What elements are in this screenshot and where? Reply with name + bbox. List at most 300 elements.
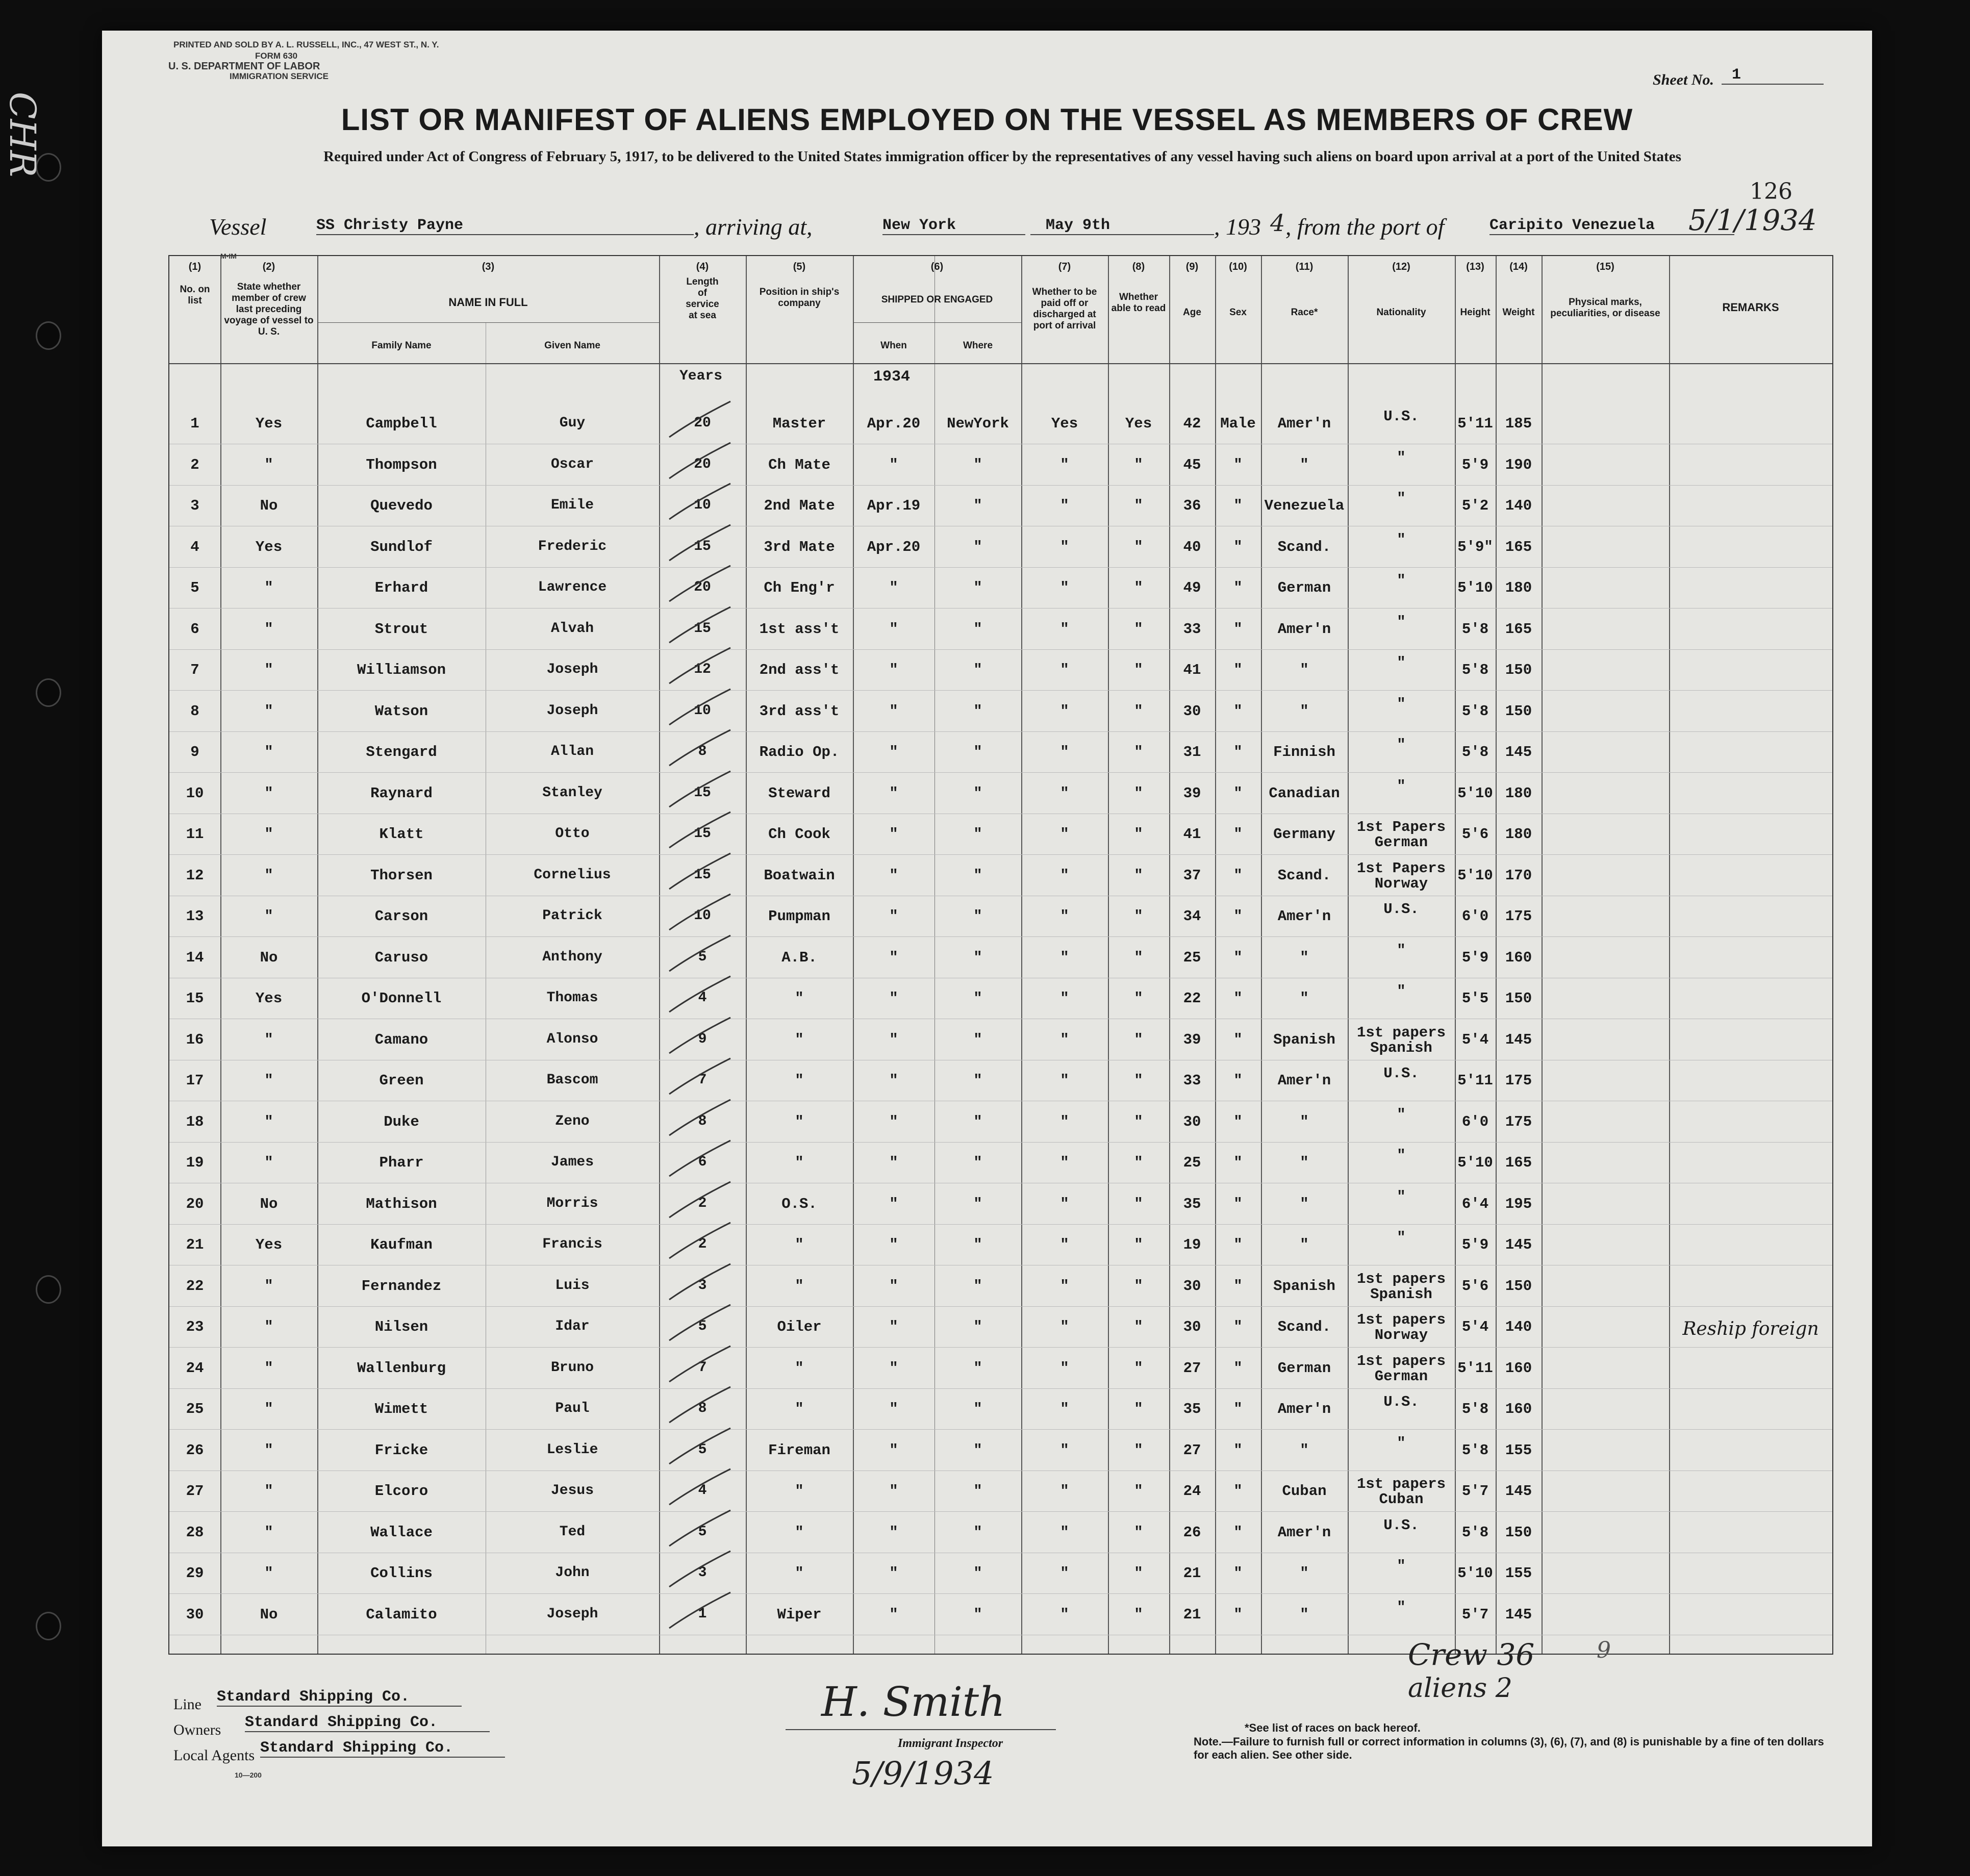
weight-cell: 180 (1505, 579, 1532, 596)
age-cell: 45 (1183, 456, 1201, 473)
family-name-cell: Green (379, 1072, 424, 1089)
tick-mark (659, 687, 741, 727)
given-name-cell: Leslie (546, 1441, 598, 1458)
shipped-where-cell: " (973, 784, 982, 802)
sex-cell: " (1233, 867, 1243, 884)
given-name-cell: Francis (542, 1236, 602, 1252)
race-cell: Germany (1273, 826, 1335, 843)
height-cell: 5'10 (1457, 1154, 1493, 1171)
previous-voyage-cell: " (264, 867, 273, 884)
shipped-where-cell: " (973, 1401, 982, 1417)
nationality-cell: " (1397, 1106, 1406, 1123)
nationality-cell: 1st papers (1356, 1311, 1446, 1328)
column-number: (14) (1509, 261, 1528, 272)
tick-mark (659, 809, 741, 850)
age-cell: 21 (1183, 1606, 1201, 1623)
column-number: (4) (696, 261, 709, 272)
able-to-read-cell: " (1134, 826, 1143, 843)
height-cell: 5'8 (1461, 662, 1489, 678)
remarks-cell: Reship foreign (1682, 1319, 1819, 1339)
given-name-cell: Frederic (538, 538, 607, 554)
handwritten-date: 5/1/1934 (1688, 204, 1817, 237)
row-number-cell: 14 (186, 949, 204, 966)
able-to-read-cell: " (1134, 620, 1143, 638)
race-cell: " (1300, 456, 1309, 473)
nationality-detail-cell: German (1374, 834, 1428, 851)
length-of-service-cell: 5 (698, 1524, 707, 1540)
shipped-where-cell: " (973, 1359, 982, 1377)
table-row (169, 774, 1832, 815)
paid-off-cell: " (1060, 1565, 1069, 1582)
age-cell: 22 (1183, 990, 1201, 1007)
signed-date: 5/9/1934 (852, 1755, 994, 1792)
row-number-cell: 13 (186, 908, 204, 925)
able-to-read-cell: " (1134, 1195, 1143, 1212)
position-cell: O.S. (781, 1195, 817, 1212)
age-cell: 31 (1183, 744, 1201, 760)
age-cell: 24 (1183, 1483, 1201, 1500)
height-cell: 6'0 (1461, 908, 1489, 925)
tick-mark (659, 645, 741, 686)
family-name-cell: Calamito (366, 1606, 437, 1623)
tick-mark (659, 1179, 741, 1220)
able-to-read-cell: " (1134, 497, 1143, 514)
sex-cell: " (1233, 620, 1243, 638)
column-number: (9) (1185, 261, 1199, 272)
sex-cell: " (1233, 908, 1243, 925)
height-cell: 5'11 (1457, 415, 1493, 432)
race-cell: " (1300, 1441, 1309, 1459)
previous-voyage-cell: " (264, 456, 273, 473)
family-name-cell: Fernandez (361, 1277, 442, 1295)
length-of-service-cell: 15 (694, 826, 711, 842)
header-race: Race* (1291, 307, 1318, 318)
weight-cell: 180 (1505, 826, 1532, 843)
race-cell: Scand. (1277, 1319, 1331, 1335)
manifest-sheet (2, 31, 1872, 1846)
line-label: Line (173, 1696, 201, 1713)
shipped-when-cell: " (889, 1031, 898, 1048)
given-name-cell: Joseph (546, 1606, 598, 1622)
previous-voyage-cell: " (264, 1565, 273, 1582)
race-cell: German (1277, 579, 1331, 596)
age-cell: 30 (1183, 1319, 1201, 1335)
family-name-cell: Collins (370, 1565, 433, 1582)
age-cell: 36 (1183, 497, 1201, 514)
length-of-service-cell: 3 (698, 1277, 707, 1294)
owners-value: Standard Shipping Co. (245, 1714, 490, 1732)
header-no-on-list: No. on list (180, 284, 210, 306)
shipped-where-cell: " (973, 497, 982, 514)
previous-voyage-cell: " (264, 579, 273, 596)
table-row (169, 1020, 1832, 1061)
nationality-cell: 1st papers (1356, 1476, 1446, 1492)
length-of-service-cell: 5 (698, 1441, 707, 1458)
previous-voyage-cell: " (264, 1277, 273, 1295)
tick-mark (659, 1302, 741, 1343)
family-name-cell: Kaufman (370, 1236, 433, 1253)
weight-cell: 165 (1505, 620, 1532, 638)
sex-cell: " (1233, 826, 1243, 843)
sex-cell: " (1233, 1154, 1243, 1171)
position-cell: " (795, 990, 804, 1007)
header-previous-voyage: State whether member of crew last preceding voyage of vessel to U. S. (224, 282, 314, 337)
position-cell: " (795, 1359, 804, 1377)
paid-off-cell: " (1060, 662, 1069, 678)
shipped-where-cell: " (973, 620, 982, 638)
position-cell: " (795, 1154, 804, 1171)
previous-voyage-cell: " (264, 620, 273, 638)
race-cell: Scand. (1277, 538, 1331, 555)
shipped-when-cell: " (889, 1359, 898, 1377)
form-code: M-IM (220, 252, 237, 260)
sex-cell: " (1233, 497, 1243, 514)
table-row (169, 732, 1832, 773)
shipped-where-cell: " (973, 1031, 982, 1048)
able-to-read-cell: " (1134, 784, 1143, 802)
height-cell: 5'8 (1461, 1441, 1489, 1459)
table-row (169, 610, 1832, 650)
from-port-label: , from the port of (1285, 214, 1445, 240)
given-name-cell: Patrick (542, 908, 602, 924)
table-row (169, 938, 1832, 979)
row-number-cell: 10 (186, 784, 204, 802)
previous-voyage-cell: " (264, 1401, 273, 1417)
height-cell: 5'8 (1461, 620, 1489, 638)
shipped-where-cell: " (973, 949, 982, 966)
paid-off-cell: " (1060, 826, 1069, 843)
previous-voyage-cell: " (264, 744, 273, 760)
able-to-read-cell: " (1134, 1524, 1143, 1541)
tick-mark (659, 1384, 741, 1425)
row-number-cell: 30 (186, 1606, 204, 1623)
sex-cell: " (1233, 579, 1243, 596)
nationality-cell: " (1397, 1599, 1406, 1616)
age-cell: 37 (1183, 867, 1201, 884)
able-to-read-cell: " (1134, 1236, 1143, 1253)
sex-cell: " (1233, 949, 1243, 966)
weight-cell: 145 (1505, 744, 1532, 760)
position-cell: Master (772, 415, 826, 432)
previous-voyage-cell: Yes (255, 1236, 283, 1253)
form-stock-number: 10—200 (235, 1771, 262, 1779)
previous-voyage-cell: " (264, 1524, 273, 1541)
position-cell: " (795, 1072, 804, 1089)
family-name-cell: Campbell (366, 415, 437, 432)
table-row (169, 650, 1832, 691)
arrival-date: May 9th (1030, 217, 1214, 235)
paid-off-cell: " (1060, 1606, 1069, 1623)
tick-mark (659, 1056, 741, 1097)
shipped-when-cell: " (889, 784, 898, 802)
weight-cell: 160 (1505, 1401, 1532, 1417)
race-cell: Canadian (1269, 784, 1340, 802)
given-name-cell: Zeno (555, 1113, 590, 1129)
able-to-read-cell: " (1134, 990, 1143, 1007)
length-of-service-cell: 4 (698, 990, 707, 1006)
family-name-cell: Mathison (366, 1195, 437, 1212)
shipped-where-cell: " (973, 744, 982, 760)
nationality-cell: " (1397, 1434, 1406, 1452)
previous-voyage-cell: " (264, 1319, 273, 1335)
table-row (169, 1307, 1832, 1348)
nationality-cell: 1st Papers (1356, 819, 1446, 835)
table-row (169, 1102, 1832, 1143)
position-cell: Boatwain (764, 867, 835, 884)
weight-cell: 150 (1505, 990, 1532, 1007)
age-cell: 27 (1183, 1441, 1201, 1459)
shipped-when-cell: Apr.19 (867, 497, 921, 514)
row-number-cell: 11 (186, 826, 204, 843)
able-to-read-cell: " (1134, 1154, 1143, 1171)
weight-cell: 175 (1505, 1113, 1532, 1130)
age-cell: 42 (1183, 415, 1201, 432)
family-name-cell: Williamson (357, 662, 446, 678)
vessel-label: Vessel (209, 214, 267, 240)
sex-cell: " (1233, 538, 1243, 555)
given-name-cell: Idar (555, 1319, 590, 1334)
row-number-cell: 2 (190, 456, 199, 473)
nationality-detail-cell: German (1374, 1367, 1428, 1385)
form-number: FORM 630 (255, 51, 298, 61)
weight-cell: 155 (1505, 1565, 1532, 1582)
column-number: (11) (1295, 261, 1314, 272)
able-to-read-cell: " (1134, 1113, 1143, 1130)
position-cell: Steward (768, 784, 830, 802)
position-cell: Ch Cook (768, 826, 830, 843)
sex-cell: " (1233, 1319, 1243, 1335)
length-of-service-cell: 15 (694, 867, 711, 883)
length-of-service-cell: 8 (698, 1401, 707, 1416)
position-cell: " (795, 1236, 804, 1253)
race-cell: " (1300, 990, 1309, 1007)
race-cell: Spanish (1273, 1031, 1335, 1048)
length-of-service-cell: 7 (698, 1072, 707, 1088)
weight-cell: 165 (1505, 538, 1532, 555)
able-to-read-cell: " (1134, 662, 1143, 678)
race-cell: German (1277, 1359, 1331, 1377)
shipped-where-cell: " (973, 1072, 982, 1089)
length-of-service-cell: 15 (694, 784, 711, 801)
departure-port: Caripito Venezuela (1489, 217, 1734, 235)
side-handwriting: CHR (2, 92, 43, 178)
length-of-service-cell: 8 (698, 1113, 707, 1129)
tick-mark (659, 1549, 741, 1589)
age-cell: 30 (1183, 1113, 1201, 1130)
able-to-read-cell: " (1134, 456, 1143, 473)
nationality-cell: 1st Papers (1356, 859, 1446, 877)
header-height: Height (1460, 307, 1491, 318)
crew-count-extra: 9 (1597, 1637, 1611, 1663)
row-number-cell: 5 (190, 579, 199, 596)
able-to-read-cell: " (1134, 1441, 1143, 1459)
column-number: (13) (1466, 261, 1484, 272)
family-name-cell: Wallenburg (357, 1359, 446, 1377)
shipped-when-cell: " (889, 744, 898, 760)
able-to-read-cell: " (1134, 1277, 1143, 1295)
length-of-service-cell: 9 (698, 1031, 707, 1047)
race-cell: " (1300, 702, 1309, 720)
height-cell: 5'8 (1461, 744, 1489, 760)
position-cell: Wiper (777, 1606, 822, 1623)
length-of-service-cell: 6 (698, 1154, 707, 1170)
shipped-when-cell: " (889, 1195, 898, 1212)
length-of-service-cell: 12 (694, 662, 711, 677)
position-cell: Oiler (777, 1319, 822, 1335)
tick-mark (659, 727, 741, 768)
shipped-when-cell: " (889, 1113, 898, 1130)
weight-cell: 150 (1505, 662, 1532, 678)
shipped-where-cell: " (973, 1154, 982, 1171)
paid-off-cell: " (1060, 538, 1069, 555)
position-cell: 2nd ass't (759, 662, 840, 678)
age-cell: 33 (1183, 1072, 1201, 1089)
given-name-cell: Allan (550, 744, 594, 759)
binder-hole (36, 678, 61, 707)
family-name-cell: Wimett (374, 1401, 428, 1417)
height-cell: 6'0 (1461, 1113, 1489, 1130)
race-cell: Spanish (1273, 1277, 1335, 1295)
sex-cell: " (1233, 1606, 1243, 1623)
nationality-cell: " (1397, 1188, 1406, 1205)
row-number-cell: 17 (186, 1072, 204, 1089)
able-to-read-cell: " (1134, 1072, 1143, 1089)
tick-mark (659, 851, 741, 892)
paid-off-cell: " (1060, 1524, 1069, 1541)
given-name-cell: Otto (555, 826, 590, 842)
binder-hole (36, 1612, 61, 1640)
weight-cell: 150 (1505, 1524, 1532, 1541)
header-position: Position in ship's company (759, 287, 840, 309)
family-name-cell: Erhard (374, 579, 428, 596)
header-paid-off: Whether to be paid off or discharged at port of arrival (1032, 287, 1097, 331)
year-digit: 4 (1270, 209, 1285, 237)
owners-label: Owners (173, 1721, 221, 1738)
position-cell: " (795, 1565, 804, 1582)
year-label: , 193 (1214, 214, 1261, 240)
header-length-of-service: Length of service at sea (686, 276, 719, 321)
given-name-cell: John (555, 1565, 590, 1581)
given-name-cell: Guy (559, 415, 586, 431)
column-number: (8) (1132, 261, 1145, 272)
position-cell: " (795, 1401, 804, 1417)
race-cell: " (1300, 1113, 1309, 1130)
table-row (169, 856, 1832, 897)
nationality-cell: " (1397, 1229, 1406, 1246)
year-note: 1934 (873, 368, 911, 386)
shipped-when-cell: " (889, 1319, 898, 1335)
race-cell: Scand. (1277, 867, 1331, 884)
row-number-cell: 9 (190, 744, 199, 760)
age-cell: 19 (1183, 1236, 1201, 1253)
table-row (169, 1349, 1832, 1389)
race-cell: " (1300, 1195, 1309, 1212)
previous-voyage-cell: " (264, 1483, 273, 1500)
sheet-number: 1 (1722, 66, 1824, 85)
table-row (169, 1431, 1832, 1472)
paid-off-cell: " (1060, 1277, 1069, 1295)
weight-cell: 190 (1505, 456, 1532, 473)
table-row (169, 1472, 1832, 1512)
header-shipped-engaged: SHIPPED OR ENGAGED (881, 294, 993, 305)
nationality-cell: " (1397, 1147, 1406, 1164)
weight-cell: 145 (1505, 1031, 1532, 1048)
weight-cell: 150 (1505, 702, 1532, 720)
shipped-where-cell: " (973, 1113, 982, 1130)
weight-cell: 145 (1505, 1236, 1532, 1253)
tick-mark (659, 1015, 741, 1056)
height-cell: 5'9" (1457, 538, 1493, 555)
table-row (169, 527, 1832, 568)
weight-cell: 140 (1505, 1319, 1532, 1335)
paid-off-cell: " (1060, 1031, 1069, 1048)
length-of-service-cell: 3 (698, 1565, 707, 1581)
length-of-service-cell: 20 (694, 456, 711, 472)
able-to-read-cell: " (1134, 908, 1143, 925)
family-name-cell: Klatt (379, 826, 424, 843)
weight-cell: 195 (1505, 1195, 1532, 1212)
position-cell: " (795, 1524, 804, 1541)
height-cell: 5'7 (1461, 1606, 1489, 1623)
able-to-read-cell: " (1134, 579, 1143, 596)
tick-mark (659, 481, 741, 522)
paid-off-cell: " (1060, 1401, 1069, 1417)
family-name-cell: Strout (374, 620, 428, 638)
position-cell: " (795, 1483, 804, 1500)
nationality-cell: U.S. (1383, 1065, 1419, 1082)
position-cell: Pumpman (768, 908, 830, 925)
shipped-when-cell: " (889, 1524, 898, 1541)
paid-off-cell: " (1060, 579, 1069, 596)
shipped-where-cell: " (973, 1277, 982, 1295)
sex-cell: " (1233, 1277, 1243, 1295)
column-number: (2) (262, 261, 275, 272)
sex-cell: Male (1220, 415, 1256, 432)
height-cell: 5'4 (1461, 1031, 1489, 1048)
paid-off-cell: " (1060, 949, 1069, 966)
able-to-read-cell: " (1134, 867, 1143, 884)
paid-off-cell: " (1060, 1441, 1069, 1459)
length-of-service-cell: 10 (694, 908, 711, 924)
tick-mark (659, 1261, 741, 1302)
age-cell: 21 (1183, 1565, 1201, 1582)
previous-voyage-cell: No (260, 1195, 278, 1212)
tick-mark (659, 522, 741, 563)
given-name-cell: Emile (550, 497, 594, 513)
nationality-cell: U.S. (1383, 408, 1419, 425)
row-number-cell: 24 (186, 1359, 204, 1377)
arriving-label: , arriving at, (694, 214, 813, 240)
race-cell: Cuban (1282, 1483, 1327, 1500)
given-name-cell: Joseph (546, 702, 598, 719)
shipped-when-cell: " (889, 949, 898, 966)
nationality-detail-cell: Cuban (1379, 1491, 1424, 1508)
family-name-cell: Duke (384, 1113, 419, 1130)
previous-voyage-cell: " (264, 908, 273, 925)
shipped-when-cell: " (889, 662, 898, 678)
paid-off-cell: " (1060, 1113, 1069, 1130)
sex-cell: " (1233, 990, 1243, 1007)
nationality-cell: U.S. (1383, 901, 1419, 918)
column-number: (10) (1229, 261, 1247, 272)
header-nationality: Nationality (1376, 307, 1426, 318)
race-cell: Amer'n (1277, 1524, 1331, 1541)
table-row (169, 897, 1832, 937)
previous-voyage-cell: No (260, 949, 278, 966)
tick-mark (659, 1466, 741, 1507)
height-cell: 5'10 (1457, 784, 1493, 802)
race-cell: " (1300, 949, 1309, 966)
